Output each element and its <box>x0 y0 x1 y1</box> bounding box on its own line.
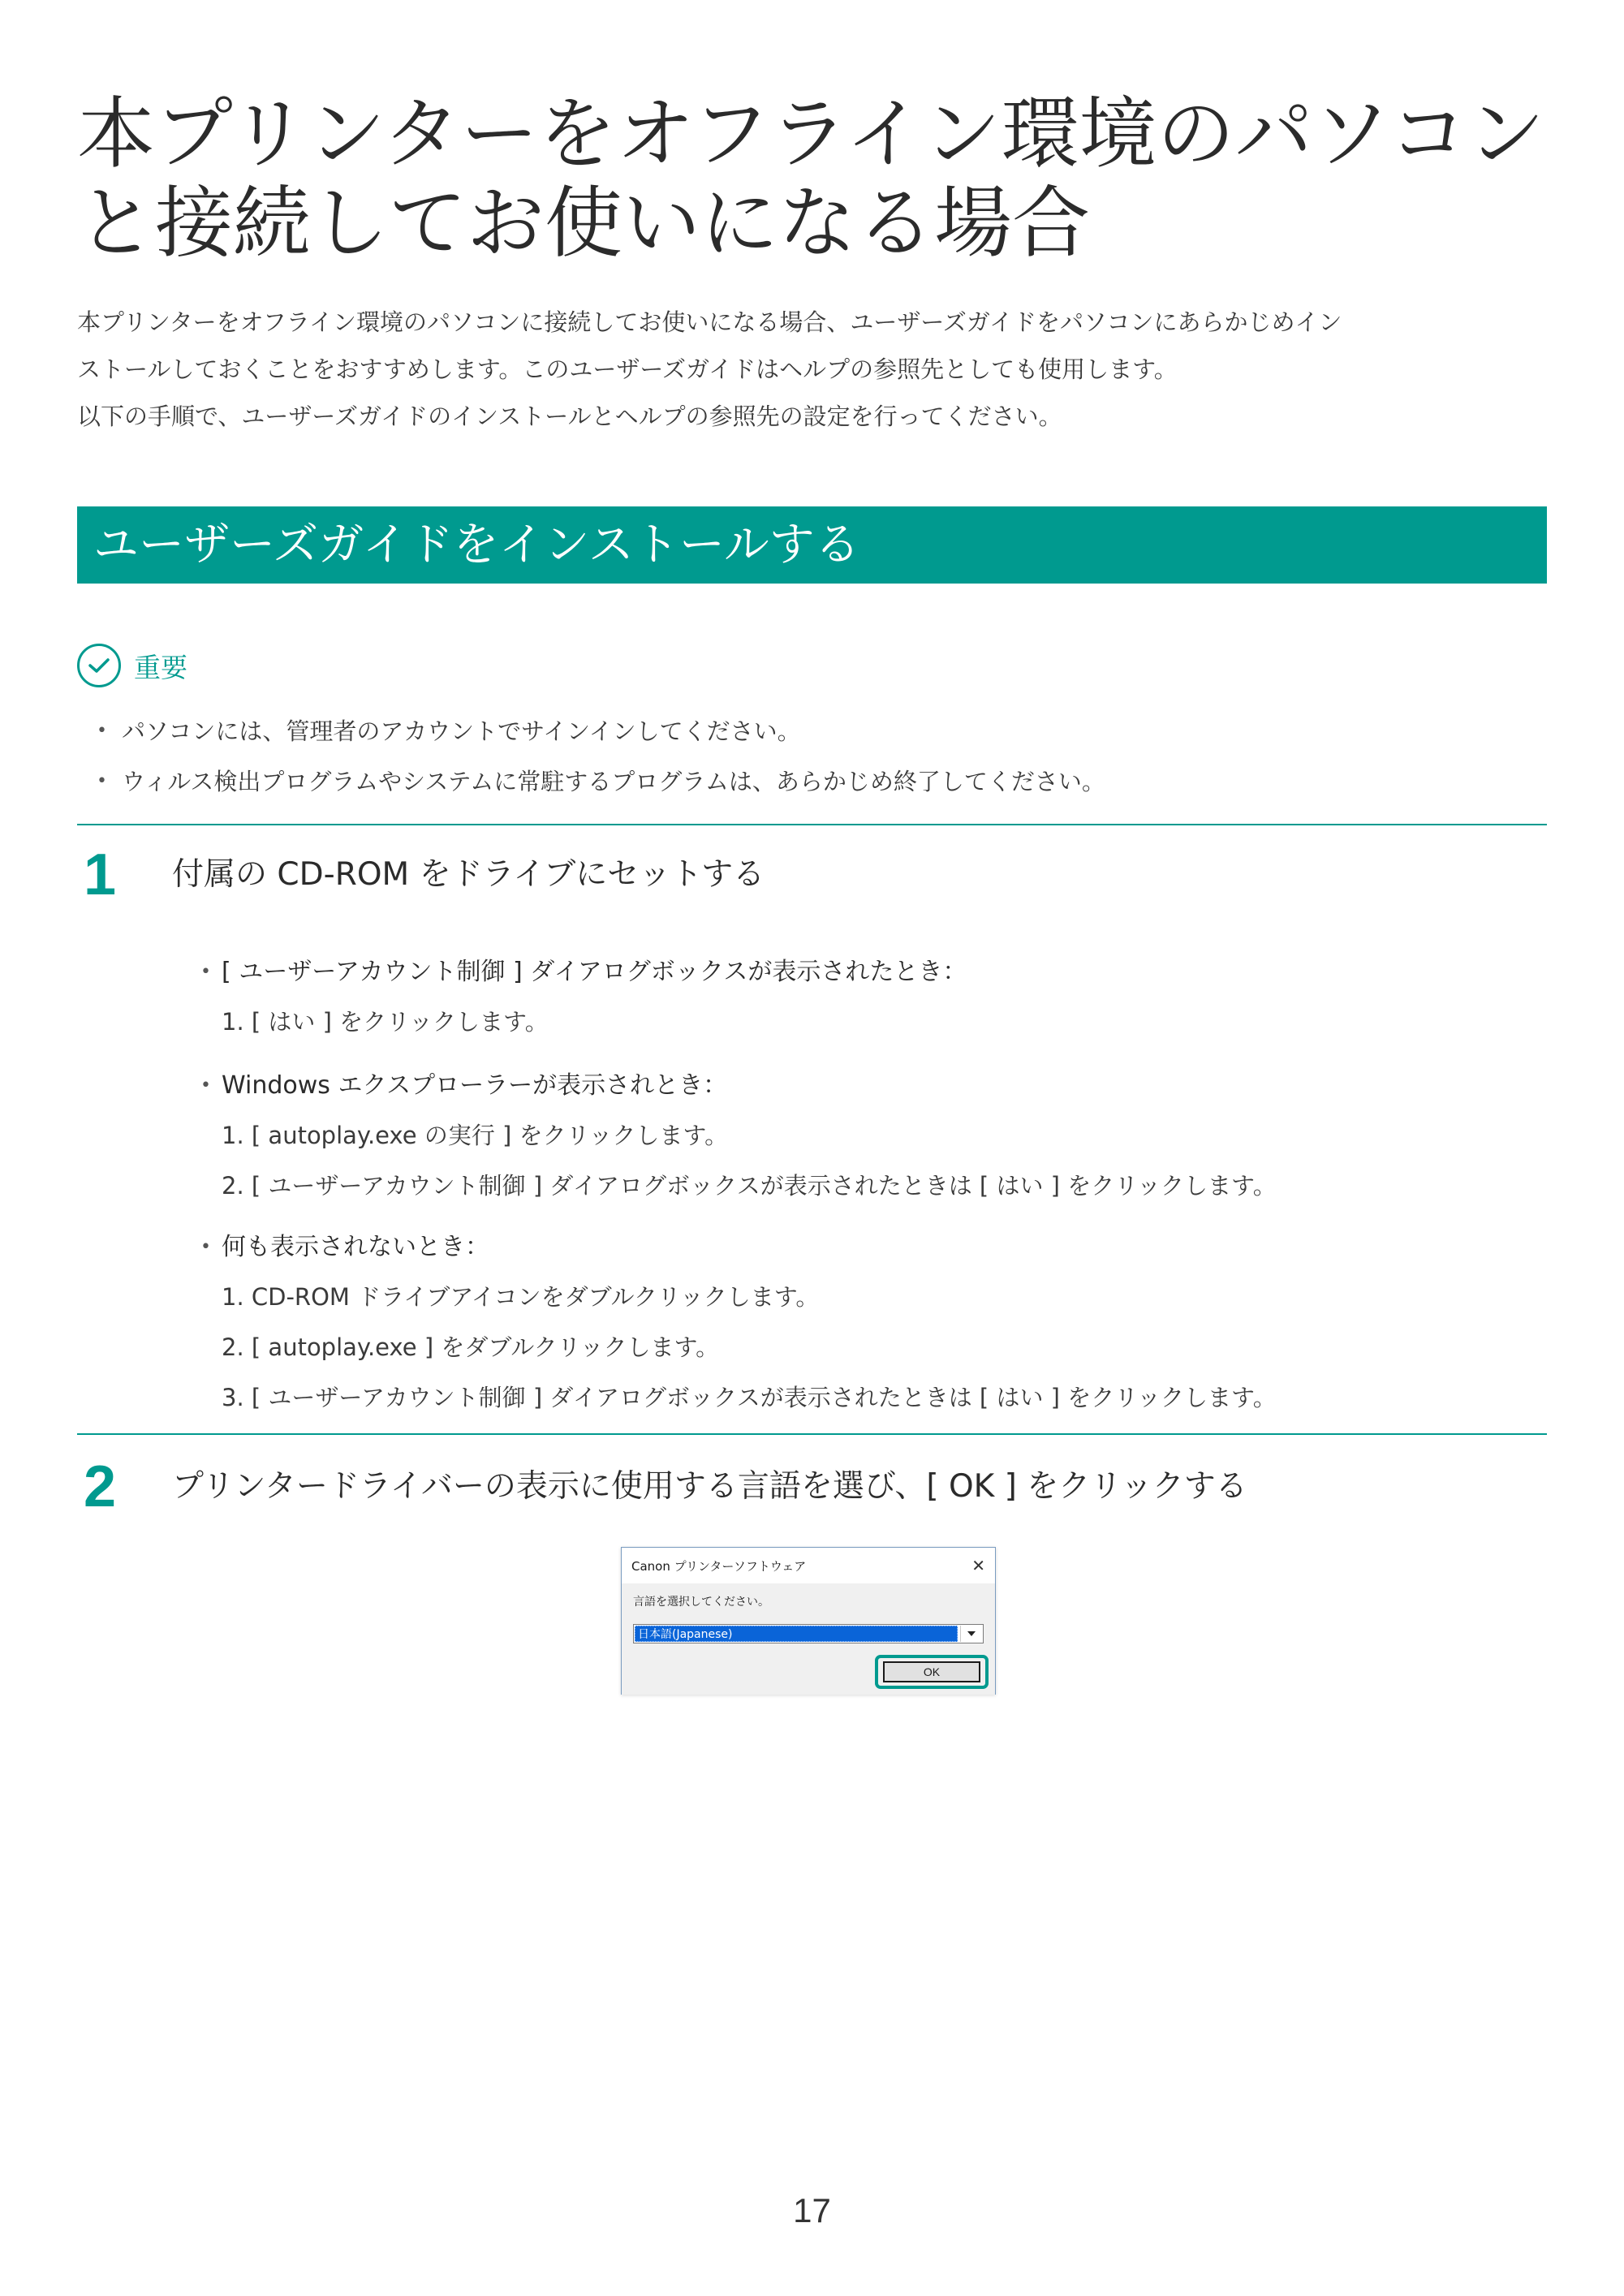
case-step: 1. CD-ROM ドライブアイコンをダブルクリックします。 <box>222 1283 820 1311</box>
section-title: ユーザーズガイドをインストールする <box>93 519 860 571</box>
check-circle-icon <box>77 644 121 687</box>
step-number: 1 <box>84 842 117 907</box>
intro-line-2: ストールしておくことをおすすめします。このユーザーズガイドはヘルプの参照先としても使用します。 <box>77 355 1178 383</box>
intro-line-3: 以下の手順で、ユーザーズガイドのインストールとヘルプの参照先の設定を行ってください。 <box>77 403 1062 430</box>
dialog-titlebar <box>622 1548 995 1583</box>
step-1 <box>77 842 1547 1411</box>
important-header <box>77 641 1547 690</box>
important-item: • パソコンには、管理者のアカウントでサインインしてください。 <box>77 706 1547 756</box>
case-step: 2. [ autoplay.exe ] をダブルクリックします。 <box>222 1333 720 1361</box>
important-notice <box>77 641 1547 807</box>
ok-button[interactable]: OK <box>883 1661 980 1682</box>
step-2 <box>77 1454 1547 1536</box>
case-steps <box>199 1110 1497 1211</box>
page-title-line-1: 本プリンターをオフライン環境のパソコン <box>77 88 1545 179</box>
case-label: • Windows エクスプローラーが表示されとき： <box>199 1068 1497 1104</box>
dialog-body <box>622 1583 995 1695</box>
dialog-prompt: 言語を選択してください。 <box>633 1596 769 1609</box>
case-label: • 何も表示されないとき： <box>199 1230 1497 1265</box>
page-title-line-2: と接続してお使いになる場合 <box>77 178 1090 269</box>
step-number: 2 <box>84 1454 117 1519</box>
case-step: 2. [ ユーザーアカウント制御 ] ダイアログボックスが表示されたときは [ はい ] をクリックします。 <box>222 1172 1277 1200</box>
language-select[interactable] <box>633 1624 984 1643</box>
intro-paragraph <box>77 299 1554 440</box>
step-title: 付属の CD-ROM をドライブにセットする <box>172 856 765 893</box>
important-item: • ウィルス検出プログラムやシステムに常駐するプログラムは、あらかじめ終了してください。 <box>77 756 1547 807</box>
language-select-value: 日本語(Japanese) <box>635 1626 958 1642</box>
case-step: 1. [ はい ] をクリックします。 <box>222 1008 549 1036</box>
case-step: 1. [ autoplay.exe の実行 ] をクリックします。 <box>222 1122 729 1149</box>
case-steps <box>199 997 1497 1047</box>
intro-line-1: 本プリンターをオフライン環境のパソコンに接続してお使いになる場合、ユーザーズガイドをパソコンにあらかじめイン <box>77 308 1342 336</box>
page-title <box>77 89 1587 268</box>
case-uac <box>199 954 1497 1047</box>
step-1-divider <box>77 824 1547 825</box>
language-dialog-screenshot <box>621 1547 996 1695</box>
case-label: • [ ユーザーアカウント制御 ] ダイアログボックスが表示されたとき： <box>199 954 1497 990</box>
important-title: 重要 <box>134 651 187 683</box>
case-explorer <box>199 1068 1497 1211</box>
page-number: 17 <box>793 2191 831 2229</box>
case-nothing-shown <box>199 1230 1497 1423</box>
case-step: 3. [ ユーザーアカウント制御 ] ダイアログボックスが表示されたときは [ はい ] をクリックします。 <box>222 1384 1277 1411</box>
chevron-down-icon[interactable] <box>960 1626 982 1642</box>
close-icon[interactable]: ✕ <box>971 1556 985 1575</box>
step-2-divider <box>77 1433 1547 1435</box>
case-steps <box>199 1272 1497 1423</box>
step-title: プリンタードライバーの表示に使用する言語を選び、[ OK ] をクリックする <box>172 1468 1247 1505</box>
dialog-title: Canon プリンターソフトウェア <box>631 1558 807 1574</box>
important-list <box>77 706 1547 807</box>
section-header <box>77 506 1547 584</box>
